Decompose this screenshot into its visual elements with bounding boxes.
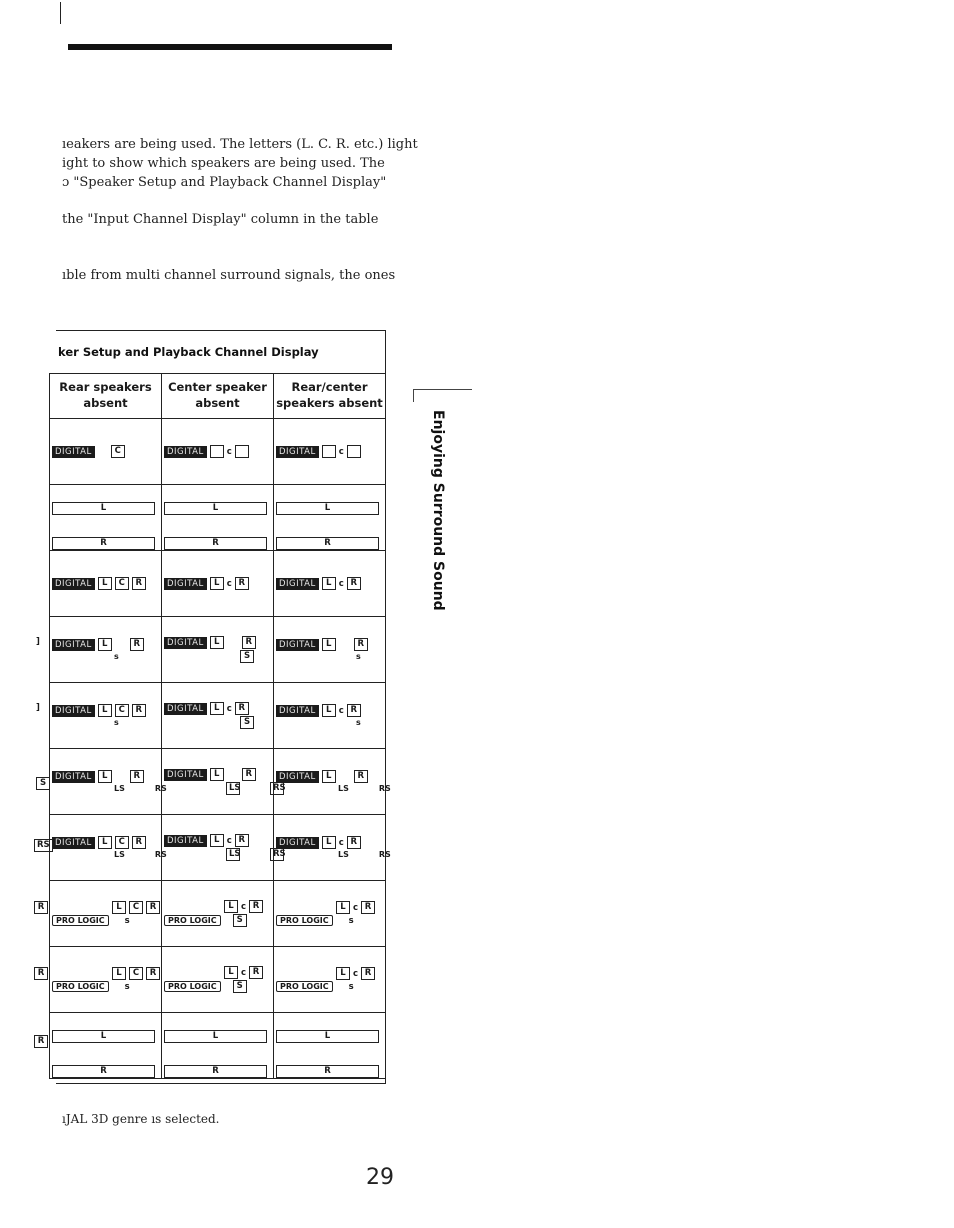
left-indicator: L	[210, 636, 224, 649]
right-indicator: R	[130, 638, 144, 651]
pro-logic-indicator: PRO LOGIC	[164, 981, 221, 992]
section-title: Enjoying Surround Sound	[430, 410, 446, 611]
digital-indicator: DIGITAL	[52, 837, 95, 849]
left-indicator: L	[276, 1030, 379, 1043]
left-indicator: L	[98, 836, 112, 849]
left-surround-letter: LS	[338, 784, 349, 793]
digital-indicator: DIGITAL	[164, 637, 207, 649]
right-indicator: R	[249, 900, 263, 913]
digital-indicator: DIGITAL	[164, 835, 207, 847]
right-indicator: R	[132, 577, 146, 590]
right-indicator: R	[52, 1065, 155, 1078]
left-indicator: L	[322, 836, 336, 849]
empty-indicator	[322, 445, 336, 458]
empty-indicator	[210, 445, 224, 458]
center-letter: c	[338, 837, 344, 848]
center-indicator: C	[129, 901, 143, 914]
right-indicator: R	[347, 577, 361, 590]
header-rear-center-absent: Rear/center speakers absent	[274, 374, 386, 419]
digital-indicator: DIGITAL	[164, 703, 207, 715]
digital-indicator: DIGITAL	[52, 771, 95, 783]
right-indicator: R	[354, 638, 368, 651]
cropped-fragment: R	[34, 967, 48, 980]
table-row	[50, 947, 386, 1013]
table-row	[50, 683, 386, 749]
paragraph-line: ight to show which speakers are being used. The	[62, 156, 385, 171]
right-indicator: R	[132, 836, 146, 849]
table-caption: ker Setup and Playback Channel Display	[58, 345, 319, 359]
surround-indicator: S	[240, 650, 254, 663]
left-surround-letter: LS	[114, 784, 125, 793]
digital-indicator: DIGITAL	[52, 705, 95, 717]
left-surround-indicator: LS	[226, 848, 240, 861]
table-row	[50, 881, 386, 947]
header-center-absent: Center speaker absent	[162, 374, 274, 419]
surround-letter: s	[124, 915, 130, 926]
left-indicator: L	[98, 770, 112, 783]
right-indicator: R	[235, 702, 249, 715]
left-indicator: L	[224, 966, 238, 979]
page-number: 29	[366, 1165, 394, 1190]
header-rear-absent: Rear speakers absent	[50, 374, 162, 419]
left-indicator: L	[336, 901, 350, 914]
left-indicator: L	[224, 900, 238, 913]
surround-letter: s	[356, 652, 361, 661]
left-surround-letter: LS	[338, 850, 349, 859]
center-letter: c	[226, 446, 232, 457]
center-letter: c	[226, 578, 232, 589]
table-row	[50, 617, 386, 683]
digital-indicator: DIGITAL	[276, 578, 319, 590]
table-row	[50, 419, 386, 485]
surround-indicator: S	[240, 716, 254, 729]
center-letter: c	[338, 578, 344, 589]
digital-indicator: DIGITAL	[276, 639, 319, 651]
right-indicator: R	[164, 537, 267, 550]
left-indicator: L	[164, 502, 267, 515]
left-indicator: L	[276, 502, 379, 515]
surround-letter: s	[114, 718, 119, 727]
channel-display-table	[36, 373, 391, 1079]
right-indicator: R	[361, 901, 375, 914]
digital-indicator: DIGITAL	[164, 578, 207, 590]
left-indicator: L	[52, 502, 155, 515]
surround-indicator: S	[233, 914, 247, 927]
right-indicator: R	[164, 1065, 267, 1078]
left-indicator: L	[52, 1030, 155, 1043]
table-row	[50, 815, 386, 881]
digital-indicator: DIGITAL	[276, 771, 319, 783]
digital-indicator: DIGITAL	[52, 446, 95, 458]
left-indicator: L	[210, 702, 224, 715]
surround-letter: s	[114, 652, 119, 661]
pro-logic-indicator: PRO LOGIC	[276, 915, 333, 926]
cropped-fragment: ]	[36, 703, 40, 713]
center-letter: c	[338, 446, 344, 457]
right-indicator: R	[361, 967, 375, 980]
left-indicator: L	[322, 638, 336, 651]
center-letter: c	[226, 835, 232, 846]
digital-indicator: DIGITAL	[276, 705, 319, 717]
paragraph-line: ıble from multi channel surround signals, the ones	[62, 268, 396, 283]
left-indicator: L	[164, 1030, 267, 1043]
section-title-vertical	[430, 410, 452, 611]
right-indicator: R	[249, 966, 263, 979]
left-indicator: L	[98, 638, 112, 651]
footnote: ıJAL 3D genre ıs selected.	[62, 1112, 220, 1126]
left-indicator: L	[336, 967, 350, 980]
right-indicator: R	[242, 636, 256, 649]
left-indicator: L	[210, 834, 224, 847]
left-indicator: L	[98, 704, 112, 717]
right-indicator: R	[146, 967, 160, 980]
left-indicator: L	[210, 577, 224, 590]
left-surround-letter: LS	[114, 850, 125, 859]
surround-letter: s	[348, 981, 354, 992]
left-indicator: L	[322, 704, 336, 717]
right-surround-letter: RS	[154, 850, 167, 859]
center-indicator: C	[115, 704, 129, 717]
cropped-fragment: R	[34, 1035, 48, 1048]
paragraph-line: the "Input Channel Display" column in the table	[62, 212, 379, 227]
center-indicator: C	[115, 836, 129, 849]
digital-indicator: DIGITAL	[52, 639, 95, 651]
right-indicator: R	[354, 770, 368, 783]
paragraph-line: ɔ "Speaker Setup and Playback Channel Display"	[62, 175, 387, 190]
right-indicator: R	[242, 768, 256, 781]
section-tab-box	[413, 389, 472, 402]
pro-logic-indicator: PRO LOGIC	[164, 915, 221, 926]
header-rule	[68, 44, 392, 50]
left-indicator: L	[112, 901, 126, 914]
digital-indicator: DIGITAL	[276, 446, 319, 458]
right-surround-letter: RS	[378, 784, 391, 793]
empty-indicator	[235, 445, 249, 458]
table-header-row	[50, 374, 386, 419]
surround-letter: s	[348, 915, 354, 926]
right-indicator: R	[52, 537, 155, 550]
cropped-fragment: S	[36, 777, 50, 790]
center-letter: c	[353, 968, 359, 979]
empty-indicator	[347, 445, 361, 458]
table-row	[50, 1013, 386, 1079]
center-indicator: C	[115, 577, 129, 590]
crop-mark	[60, 2, 61, 24]
right-indicator: R	[146, 901, 160, 914]
right-indicator: R	[235, 834, 249, 847]
center-letter: c	[338, 705, 344, 716]
center-letter: c	[353, 902, 359, 913]
left-indicator: L	[322, 770, 336, 783]
right-indicator: R	[347, 836, 361, 849]
right-indicator: R	[235, 577, 249, 590]
table-row	[50, 551, 386, 617]
cropped-fragment: RS	[34, 839, 53, 852]
right-surround-indicator: RS	[270, 782, 284, 795]
left-indicator: L	[98, 577, 112, 590]
right-indicator: R	[276, 537, 379, 550]
surround-letter: s	[124, 981, 130, 992]
digital-indicator: DIGITAL	[52, 578, 95, 590]
right-surround-letter: RS	[154, 784, 167, 793]
cropped-fragment: R	[34, 901, 48, 914]
left-indicator: L	[210, 768, 224, 781]
left-surround-indicator: LS	[226, 782, 240, 795]
center-indicator: C	[111, 445, 125, 458]
center-indicator: C	[129, 967, 143, 980]
left-indicator: L	[112, 967, 126, 980]
table-row	[50, 749, 386, 815]
right-indicator: R	[132, 704, 146, 717]
surround-indicator: S	[233, 980, 247, 993]
right-surround-indicator: RS	[270, 848, 284, 861]
right-indicator: R	[347, 704, 361, 717]
paragraph-line: ıeakers are being used. The letters (L. C. R. etc.) light	[62, 137, 418, 152]
digital-indicator: DIGITAL	[164, 446, 207, 458]
cropped-fragment: ]	[36, 637, 40, 647]
center-letter: c	[226, 703, 232, 714]
right-indicator: R	[276, 1065, 379, 1078]
surround-letter: s	[356, 718, 361, 727]
pro-logic-indicator: PRO LOGIC	[276, 981, 333, 992]
pro-logic-indicator: PRO LOGIC	[52, 915, 109, 926]
digital-indicator: DIGITAL	[276, 837, 319, 849]
pro-logic-indicator: PRO LOGIC	[52, 981, 109, 992]
table-row	[50, 485, 386, 551]
center-letter: c	[241, 901, 247, 912]
left-indicator: L	[322, 577, 336, 590]
center-letter: c	[241, 967, 247, 978]
right-indicator: R	[130, 770, 144, 783]
digital-indicator: DIGITAL	[164, 769, 207, 781]
right-surround-letter: RS	[378, 850, 391, 859]
